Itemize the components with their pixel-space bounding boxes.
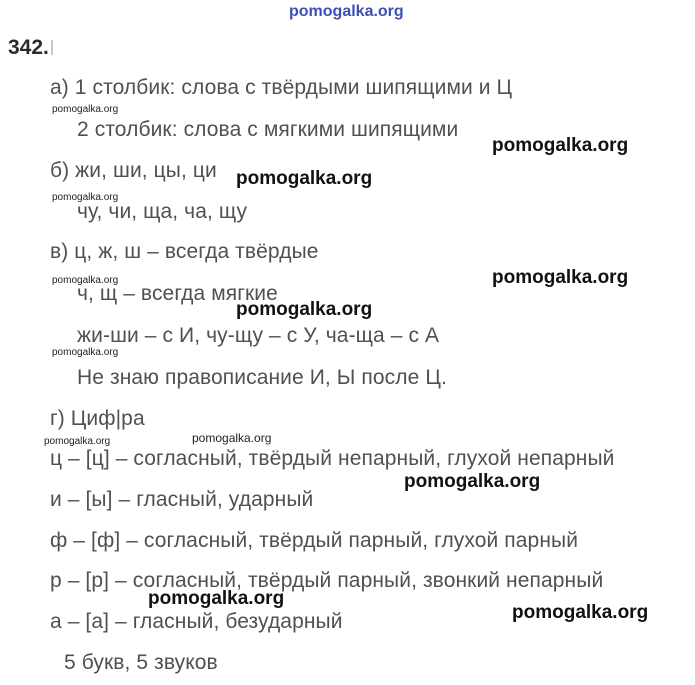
watermark-small: pomogalka.org	[52, 275, 119, 286]
answer-v-line1: в) ц, ж, ш – всегда твёрдые	[50, 240, 319, 263]
answer-b-line2: чу, чи, ща, ча, щу	[77, 200, 248, 223]
answer-v-line2: ч, щ – всегда мягкие	[77, 282, 278, 305]
site-watermark-top: pomogalka.org	[289, 3, 404, 20]
watermark-small: pomogalka.org	[44, 436, 111, 447]
answer-g-line2: ц – [ц] – согласный, твёрдый непарный, глухой непарный	[50, 447, 615, 470]
watermark-big: pomogalka.org	[492, 267, 629, 288]
answer-a-line1: а) 1 столбик: слова с твёрдыми шипящими и Ц	[50, 76, 513, 99]
watermark-big: pomogalka.org	[236, 299, 373, 320]
answer-g-line3: и – [ы] – гласный, ударный	[50, 488, 314, 511]
answer-g-line4: ф – [ф] – согласный, твёрдый парный, глухой парный	[50, 529, 579, 552]
watermark-big: pomogalka.org	[148, 588, 285, 609]
answer-g-line1: г) Циф|ра	[50, 407, 145, 430]
watermark-big: pomogalka.org	[236, 168, 373, 189]
answer-b-line1: б) жи, ши, цы, ци	[50, 159, 217, 182]
watermark-small: pomogalka.org	[52, 192, 119, 203]
answer-v-line3: жи-ши – с И, чу-щу – с У, ча-ща – с А	[77, 324, 440, 347]
answer-g-line6: а – [а] – гласный, безударный	[50, 610, 343, 633]
answer-g-line5: р – [р] – согласный, твёрдый парный, звонкий непарный	[50, 569, 604, 592]
watermark-big: pomogalka.org	[492, 135, 629, 156]
watermark-big: pomogalka.org	[404, 471, 541, 492]
answer-v-line4: Не знаю правописание И, Ы после Ц.	[77, 366, 447, 389]
watermark-small: pomogalka.org	[52, 104, 119, 115]
cut-off-glyph	[51, 40, 59, 55]
exercise-number	[8, 36, 59, 60]
answer-a-line2: 2 столбик: слова с мягкими шипящими	[77, 118, 459, 141]
watermark-big: pomogalka.org	[512, 602, 649, 623]
answer-g-line7: 5 букв, 5 звуков	[64, 651, 218, 674]
watermark-small: pomogalka.org	[192, 431, 272, 445]
watermark-small: pomogalka.org	[52, 347, 119, 358]
exercise-number-text: 342.	[8, 36, 49, 59]
